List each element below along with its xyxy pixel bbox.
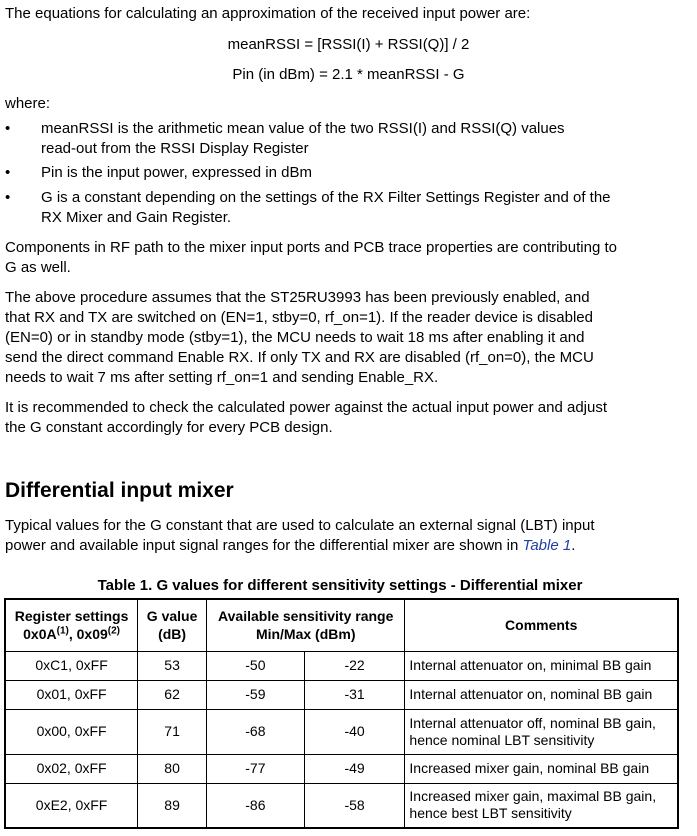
bullet-line: read-out from the RSSI Display Register bbox=[41, 140, 309, 157]
paragraph-line: Typical values for the G constant that are used to calculate an external signal (LBT) input bbox=[5, 517, 595, 534]
cell-g-value: 80 bbox=[138, 754, 207, 783]
cell-min: -50 bbox=[207, 651, 305, 680]
bullet-item bbox=[41, 119, 691, 159]
header-text: G value bbox=[146, 608, 198, 625]
paragraph-procedure bbox=[5, 288, 691, 388]
paragraph-line: The above procedure assumes that the ST25RU3993 has been previously enabled, and bbox=[5, 289, 590, 306]
table-caption: Table 1. G values for different sensitivity settings - Differential mixer bbox=[97, 577, 583, 594]
equation-pin: Pin (in dBm) = 2.1 * meanRSSI - G bbox=[232, 66, 465, 83]
bullet-item bbox=[41, 188, 691, 228]
paragraph-line: needs to wait 7 ms after setting rf_on=1 and sending Enable_RX. bbox=[5, 369, 439, 386]
bullet-icon: • bbox=[5, 120, 11, 137]
cell-g-value: 89 bbox=[138, 783, 207, 828]
intro-text: The equations for calculating an approximation of the received input power are: bbox=[5, 5, 531, 22]
header-text: Register settings bbox=[14, 608, 129, 625]
bullet-line: meanRSSI is the arithmetic mean value of the two RSSI(I) and RSSI(Q) values bbox=[41, 120, 565, 137]
g-values-table bbox=[4, 598, 679, 829]
cell-min: -68 bbox=[207, 709, 305, 754]
cell-max: -40 bbox=[304, 709, 405, 754]
paragraph-text: power and available input signal ranges for the differential mixer are shown in bbox=[5, 537, 523, 554]
paragraph-line bbox=[5, 536, 691, 556]
cell-register: 0x02, 0xFF bbox=[5, 754, 138, 783]
table-row bbox=[5, 651, 678, 680]
paragraph-line: Components in RF path to the mixer input ports and PCB trace properties are contributing to bbox=[5, 239, 617, 256]
paragraph-text: . bbox=[571, 537, 576, 554]
cell-min: -59 bbox=[207, 680, 305, 709]
cell-comment: Increased mixer gain, maximal BB gain, hence best LBT sensitivity bbox=[405, 783, 678, 828]
table-row bbox=[5, 754, 678, 783]
paragraph-line: send the direct command Enable RX. If only TX and RX are disabled (rf_on=0), the MCU bbox=[5, 349, 594, 366]
paragraph-recommendation bbox=[5, 398, 691, 438]
cell-register: 0x01, 0xFF bbox=[5, 680, 138, 709]
header-comments: Comments bbox=[405, 599, 678, 651]
table-row bbox=[5, 680, 678, 709]
cell-min: -77 bbox=[207, 754, 305, 783]
section-title: Differential input mixer bbox=[5, 479, 234, 502]
cell-g-value: 62 bbox=[138, 680, 207, 709]
paragraph-line: the G constant accordingly for every PCB design. bbox=[5, 419, 333, 436]
header-text: (dB) bbox=[158, 626, 187, 643]
header-g-value bbox=[138, 599, 207, 651]
paragraph-components bbox=[5, 238, 691, 278]
paragraph-typical-values bbox=[5, 516, 691, 556]
table-header-row bbox=[5, 599, 678, 651]
cell-max: -49 bbox=[304, 754, 405, 783]
cell-max: -22 bbox=[304, 651, 405, 680]
header-text: Min/Max (dBm) bbox=[255, 626, 356, 643]
table-row bbox=[5, 709, 678, 754]
cell-max: -31 bbox=[304, 680, 405, 709]
equation-mean-rssi: meanRSSI = [RSSI(I) + RSSI(Q)] / 2 bbox=[227, 36, 470, 53]
header-text: $0x0A^{(1)}$, 0x09$^{(2)}$ bbox=[23, 625, 121, 643]
cell-g-value: 71 bbox=[138, 709, 207, 754]
cell-register: 0xE2, 0xFF bbox=[5, 783, 138, 828]
table-row bbox=[5, 783, 678, 828]
header-register-settings bbox=[5, 599, 138, 651]
header-text: Available sensitivity range bbox=[218, 608, 394, 625]
bullet-item bbox=[41, 163, 691, 183]
bullet-icon: • bbox=[5, 189, 11, 206]
bullet-line: G is a constant depending on the settings of the RX Filter Settings Register and of the bbox=[41, 189, 611, 206]
cell-comment: Internal attenuator on, nominal BB gain bbox=[405, 680, 678, 709]
cell-register: 0xC1, 0xFF bbox=[5, 651, 138, 680]
paragraph-line: that RX and TX are switched on (EN=1, stby=0, rf_on=1). If the reader device is disabled bbox=[5, 309, 593, 326]
bullet-line: Pin is the input power, expressed in dBm bbox=[41, 164, 312, 181]
paragraph-line: G as well. bbox=[5, 259, 71, 276]
bullet-line: RX Mixer and Gain Register. bbox=[41, 209, 232, 226]
paragraph-line: It is recommended to check the calculated power against the actual input power and adjust bbox=[5, 399, 608, 416]
cell-comment: Increased mixer gain, nominal BB gain bbox=[405, 754, 678, 783]
cell-comment: Internal attenuator off, nominal BB gain, hence nominal LBT sensitivity bbox=[405, 709, 678, 754]
bullet-icon: • bbox=[5, 164, 11, 181]
cell-max: -58 bbox=[304, 783, 405, 828]
header-sensitivity-range bbox=[207, 599, 405, 651]
cell-comment: Internal attenuator on, minimal BB gain bbox=[405, 651, 678, 680]
cell-register: 0x00, 0xFF bbox=[5, 709, 138, 754]
paragraph-line: (EN=0) or in standby mode (stby=1), the MCU needs to wait 18 ms after enabling it and bbox=[5, 329, 585, 346]
cell-g-value: 53 bbox=[138, 651, 207, 680]
cell-min: -86 bbox=[207, 783, 305, 828]
table-reference-link[interactable]: Table 1 bbox=[522, 537, 572, 554]
where-label: where: bbox=[5, 95, 51, 112]
